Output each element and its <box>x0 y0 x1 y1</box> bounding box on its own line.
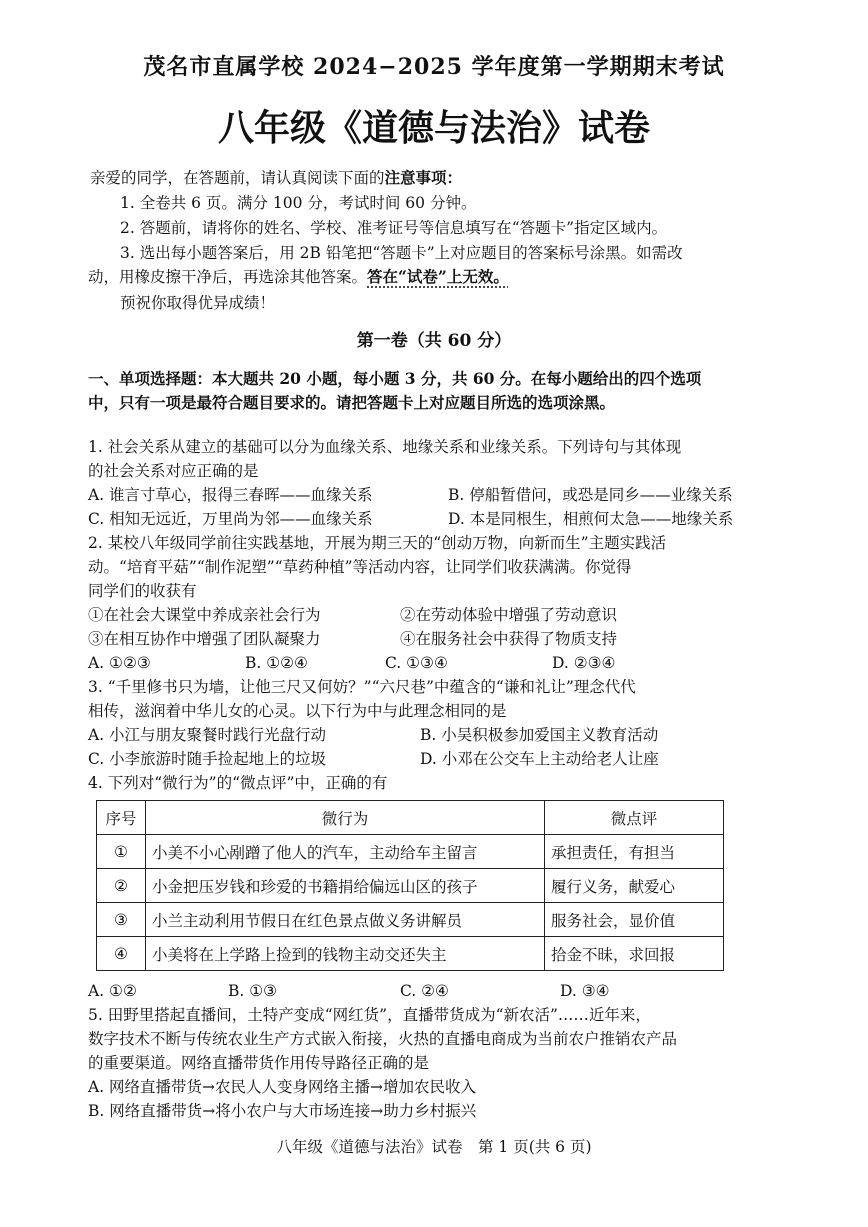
q2-statement-1: ①在社会大课堂中养成亲社会行为 <box>88 606 321 624</box>
table-cell: 服务社会，显价值 <box>545 903 724 937</box>
notice-item-3a: 3. 选出每小题答案后，用 2B 铅笔把“答题卡”上对应题目的答案标号涂黑。如需改 <box>120 244 683 262</box>
table-row <box>97 835 724 869</box>
table-cell: 小金把压岁钱和珍爱的书籍捐给偏远山区的孩子 <box>146 869 545 903</box>
q1-option-a: A. 谁言寸草心，报得三春晖——血缘关系 <box>88 486 373 504</box>
q3-option-d: D. 小邓在公交车上主动给老人让座 <box>420 750 659 768</box>
section-title: 第一卷（共 60 分） <box>356 331 512 351</box>
notice-item-3b <box>88 266 509 288</box>
q1-option-d: D. 本是同根生，相煎何太急——地缘关系 <box>448 510 734 528</box>
table-header-cell: 微行为 <box>146 801 545 835</box>
notice-wish: 预祝你取得优异成绩！ <box>120 294 276 312</box>
table-cell: ① <box>97 835 146 869</box>
q4-table <box>96 800 724 971</box>
q5-option-b: B. 网络直播带货→将小农户与大市场连接→助力乡村振兴 <box>88 1102 477 1120</box>
q2-stem-2: 动。“培育平菇”“制作泥塑”“草药种植”等活动内容，让同学们收获满满。你觉得 <box>88 558 632 576</box>
q3-option-c: C. 小李旅游时随手捡起地上的垃圾 <box>88 750 327 768</box>
table-row <box>97 937 724 971</box>
notice-item-2: 2. 答题前，请将你的姓名、学校、准考证号等信息填写在“答题卡”指定区域内。 <box>120 219 668 237</box>
q5-option-a: A. 网络直播带货→农民人人变身网络主播→增加农民收入 <box>88 1078 477 1096</box>
notice-intro-text: 亲爱的同学，在答题前，请认真阅读下面的 <box>90 169 385 187</box>
q4-option-b: B. ①③ <box>228 982 278 1000</box>
page-footer: 八年级《道德与法治》试卷 第 1 页(共 6 页) <box>276 1138 592 1156</box>
notice-intro-bold: 注意事项： <box>384 168 463 187</box>
exam-title: 八年级《道德与法治》试卷 <box>217 107 650 149</box>
table-row <box>97 903 724 937</box>
section-instr-1: 一、单项选择题：本大题共 20 小题，每小题 3 分，共 60 分。在每小题给出的四个选项 <box>88 369 702 388</box>
table-cell: ③ <box>97 903 146 937</box>
q4-option-a: A. ①② <box>88 982 137 1000</box>
q1-option-b: B. 停船暂借问，或恐是同乡——业缘关系 <box>448 486 733 504</box>
notice-item-1: 1. 全卷共 6 页。满分 100 分，考试时间 60 分钟。 <box>120 194 477 212</box>
q3-option-b: B. 小吴积极参加爱国主义教育活动 <box>420 726 659 744</box>
q5-stem-2: 数字技术不断与传统农业生产方式嵌入衔接，火热的直播电商成为当前农户推销农产品 <box>88 1030 678 1048</box>
q4-option-c: C. ②④ <box>400 982 449 1000</box>
table-cell: 履行义务，献爱心 <box>545 869 724 903</box>
q4-stem: 4. 下列对“微行为”的“微点评”中，正确的有 <box>88 774 388 792</box>
q2-option-b: B. ①②④ <box>245 654 308 672</box>
exam-header-line1: 茂名市直属学校 2024−2025 学年度第一学期期末考试 <box>143 54 725 80</box>
table-cell: ② <box>97 869 146 903</box>
table-header-cell: 微点评 <box>545 801 724 835</box>
table-cell: 小美不小心剐蹭了他人的汽车，主动给车主留言 <box>146 835 545 869</box>
q1-option-c: C. 相知无远近，万里尚为邻——血缘关系 <box>88 510 373 528</box>
table-cell: 小兰主动利用节假日在红色景点做义务讲解员 <box>146 903 545 937</box>
q3-option-a: A. 小江与朋友聚餐时践行光盘行动 <box>88 726 327 744</box>
table-cell: 承担责任，有担当 <box>545 835 724 869</box>
q1-stem-1: 1. 社会关系从建立的基础可以分为血缘关系、地缘关系和业缘关系。下列诗句与其体现 <box>88 438 682 456</box>
q2-option-a: A. ①②③ <box>88 654 151 672</box>
q2-option-c: C. ①③④ <box>385 654 448 672</box>
table-cell: ④ <box>97 937 146 971</box>
q2-statement-2: ②在劳动体验中增强了劳动意识 <box>400 606 618 624</box>
q2-statement-3: ③在相互协作中增强了团队凝聚力 <box>88 630 321 648</box>
table-header-cell: 序号 <box>97 801 146 835</box>
q1-stem-2: 的社会关系对应正确的是 <box>88 462 259 480</box>
section-instr-2: 中，只有一项是最符合题目要求的。请把答题卡上对应题目所选的选项涂黑。 <box>88 393 616 412</box>
q3-stem-1: 3. “千里修书只为墙，让他三尺又何妨？”“六尺巷”中蕴含的“谦和礼让”理念代代 <box>88 678 636 696</box>
notice-intro <box>90 167 462 189</box>
q5-stem-3: 的重要渠道。网络直播带货作用传导路径正确的是 <box>88 1054 430 1072</box>
q2-stem-3: 同学们的收获有 <box>88 582 197 600</box>
q4-option-d: D. ③④ <box>560 982 610 1000</box>
table-cell: 小美将在上学路上捡到的钱物主动交还失主 <box>146 937 545 971</box>
q2-option-d: D. ②③④ <box>552 654 616 672</box>
q2-statement-4: ④在服务社会中获得了物质支持 <box>400 630 618 648</box>
q2-stem-1: 2. 某校八年级同学前往实践基地，开展为期三天的“创动万物，向新而生”主题实践活 <box>88 534 667 552</box>
table-header-row <box>97 801 724 835</box>
table-cell: 拾金不昧，求回报 <box>545 937 724 971</box>
notice-item-3b-text: 动，用橡皮擦干净后，再选涂其他答案。 <box>88 268 368 286</box>
notice-item-3b-bold: 答在“试卷”上无效。 <box>367 267 509 286</box>
table-row <box>97 869 724 903</box>
q3-stem-2: 相传，滋润着中华儿女的心灵。以下行为中与此理念相同的是 <box>88 702 507 720</box>
q5-stem-1: 5. 田野里搭起直播间，土特产变成“网红货”，直播带货成为“新农活”……近年来， <box>88 1006 651 1024</box>
